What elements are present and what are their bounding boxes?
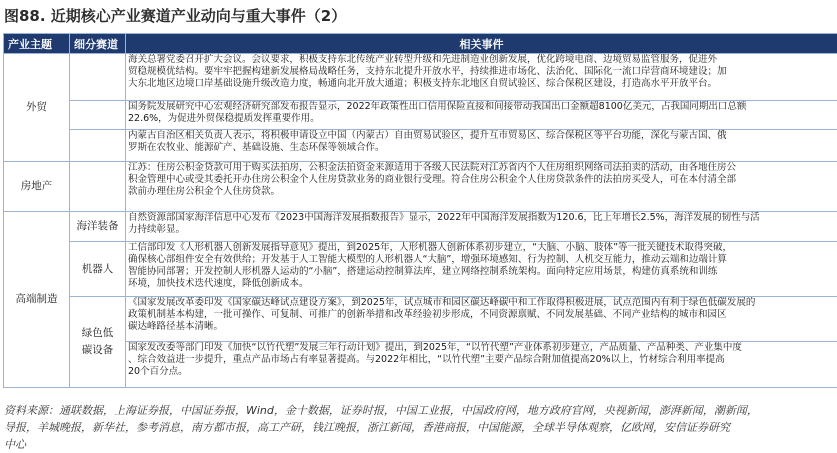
events-table [3, 33, 837, 388]
event-cell [126, 101, 837, 130]
table-row [4, 130, 837, 162]
source-note [4, 402, 837, 453]
event-line: 积金管理中心或受其委托开办住房公积金个人住房贷款业务的商业银行受理。符合住房公积金个人住房贷款条件的法拍房买受人，可在本付清全部 [128, 174, 835, 186]
event-cell [126, 242, 837, 297]
header-events: 相关事件 [126, 34, 837, 54]
sub-track-empty [70, 54, 126, 101]
event-cell [126, 212, 837, 242]
event-line: 政策机制基本构建，一批可操作、可复制、可推广的创新举措和改革经验初步形成，不同资源禀赋、不同发展基础、不同产业结构的城市和园区 [128, 309, 835, 321]
event-line: 国家发改委等部门印发《加快“以竹代塑”发展三年行动计划》提出，到2025年，“以竹代塑”产业体系初步建立，产品质量、产品种类、产业集中度 [128, 342, 835, 354]
table-row [4, 242, 837, 297]
event-line: 碳达峰路径基本清晰。 [128, 321, 835, 333]
event-line: 、综合效益进一步提升，重点产品市场占有率显著提高。与2022年相比，“以竹代塑”主要产品综合附加值提高20%以上，竹材综合利用率提高 [128, 354, 835, 366]
event-line: 力持续彰显。 [128, 224, 835, 236]
event-cell [126, 342, 837, 388]
event-line: 环境，加快技术迭代速度，降低创新成本。 [128, 278, 835, 290]
source-line: 导报，羊城晚报，新华社，参考消息，南方都市报，高工产研，钱江晚报，浙江新闻，香港商报，中国能源，全球半导体观察，亿欧网，安信证券研究 [4, 419, 837, 436]
event-line: 确保核心部组件安全有效供给；开发基于人工智能大模型的人形机器人“大脑”，增强环境感知、行为控制、人机交互能力，推动云端和边端计算 [128, 254, 835, 266]
source-line: 中心 [4, 436, 837, 453]
sub-track-empty [70, 130, 126, 162]
event-line: 大东北地区边境口岸基础设施升级改造力度，畅通向北开放大通道；积极支持东北地区自贸试验区、综合保税区建设，打造高水平开放平台。 [128, 78, 835, 90]
table-row [4, 54, 837, 101]
table-row [4, 162, 837, 212]
source-line: 资料来源：通联数据，上海证券报，中国证券报，Wind，金十数据，证券时报，中国工业报，中国政府网，地方政府官网，央视新闻，澎湃新闻，潮新闻， [4, 402, 837, 419]
event-line: 款前办理住房公积金个人住房贷款。 [128, 186, 835, 198]
sub-track-empty [70, 101, 126, 130]
sub-track-robot: 机器人 [70, 242, 126, 297]
header-sub-track: 细分赛道 [70, 34, 126, 54]
event-line: 江苏：住房公积金贷款可用于购买法拍房，公积金法拍资金来源适用于各级人民法院对江苏省内个人住房组织网络司法拍卖的活动，由各地住房公 [128, 162, 835, 174]
sub-track-empty [70, 162, 126, 212]
event-cell [126, 297, 837, 342]
event-line: 智能协同部署；开发控制人形机器人运动的“小脑”，搭建运动控制算法库，建立网络控制系统架构。面向特定应用场景，构建仿真系统和训练 [128, 266, 835, 278]
figure-title: 图88. 近期核心产业赛道产业动向与重大事件（2） [4, 4, 346, 28]
theme-foreign-trade: 外贸 [4, 54, 70, 162]
event-line: 20个百分点。 [128, 366, 835, 378]
sub-track-green-low-carbon: 绿色低碳设备 [70, 297, 126, 388]
table-row [4, 212, 837, 242]
event-line: 《国家发展改革委印发《国家碳达峰试点建设方案》，到2025年，试点城市和园区碳达峰碳中和工作取得积极进展，试点范围内有利于绿色低碳发展的 [128, 297, 835, 309]
event-line: 罗斯在农牧业、能源矿产、基础设施、生态环保等领域合作。 [128, 142, 835, 154]
event-cell [126, 162, 837, 212]
table-row [4, 101, 837, 130]
event-line: 自然资源部国家海洋信息中心发布《2023中国海洋发展指数报告》显示，2022年中国海洋发展指数为120.6，比上年增长2.5%，海洋发展的韧性与活 [128, 212, 835, 224]
sub-track-marine-equipment: 海洋装备 [70, 212, 126, 242]
event-line: 贸稳规模优结构。要牢牢把握构建新发展格局战略任务，支持东北提升开放水平，持续推进市场化、法治化、国际化一流口岸营商环境建设；加 [128, 66, 835, 78]
event-cell [126, 54, 837, 101]
event-line: 国务院发展研究中心宏观经济研究部发布报告显示，2022年政策性出口信用保险直接和间接带动我国出口金额超8100亿美元，占我国同期出口总额 [128, 101, 835, 113]
theme-real-estate: 房地产 [4, 162, 70, 212]
event-line: 海关总署党委召开扩大会议。会议要求，积极支持东北传统产业转型升级和先进制造业创新发展，优化跨境电商、边境贸易监管服务，促进外 [128, 54, 835, 66]
table-header-row [4, 34, 837, 54]
header-theme: 产业主题 [4, 34, 70, 54]
event-line: 内蒙古自治区相关负责人表示，将积极申请设立中国（内蒙古）自由贸易试验区，提升互市贸易区、综合保税区等平台功能，深化与蒙古国、俄 [128, 130, 835, 142]
table-row [4, 297, 837, 342]
table-row [4, 342, 837, 388]
event-cell [126, 130, 837, 162]
theme-high-end-manufacturing: 高端制造 [4, 212, 70, 388]
event-line: 工信部印发《人形机器人创新发展指导意见》提出，到2025年，人形机器人创新体系初步建立，“大脑、小脑、肢体”等一批关键技术取得突破， [128, 242, 835, 254]
event-line: 22.6%，为促进外贸保稳提质发挥重要作用。 [128, 113, 835, 125]
